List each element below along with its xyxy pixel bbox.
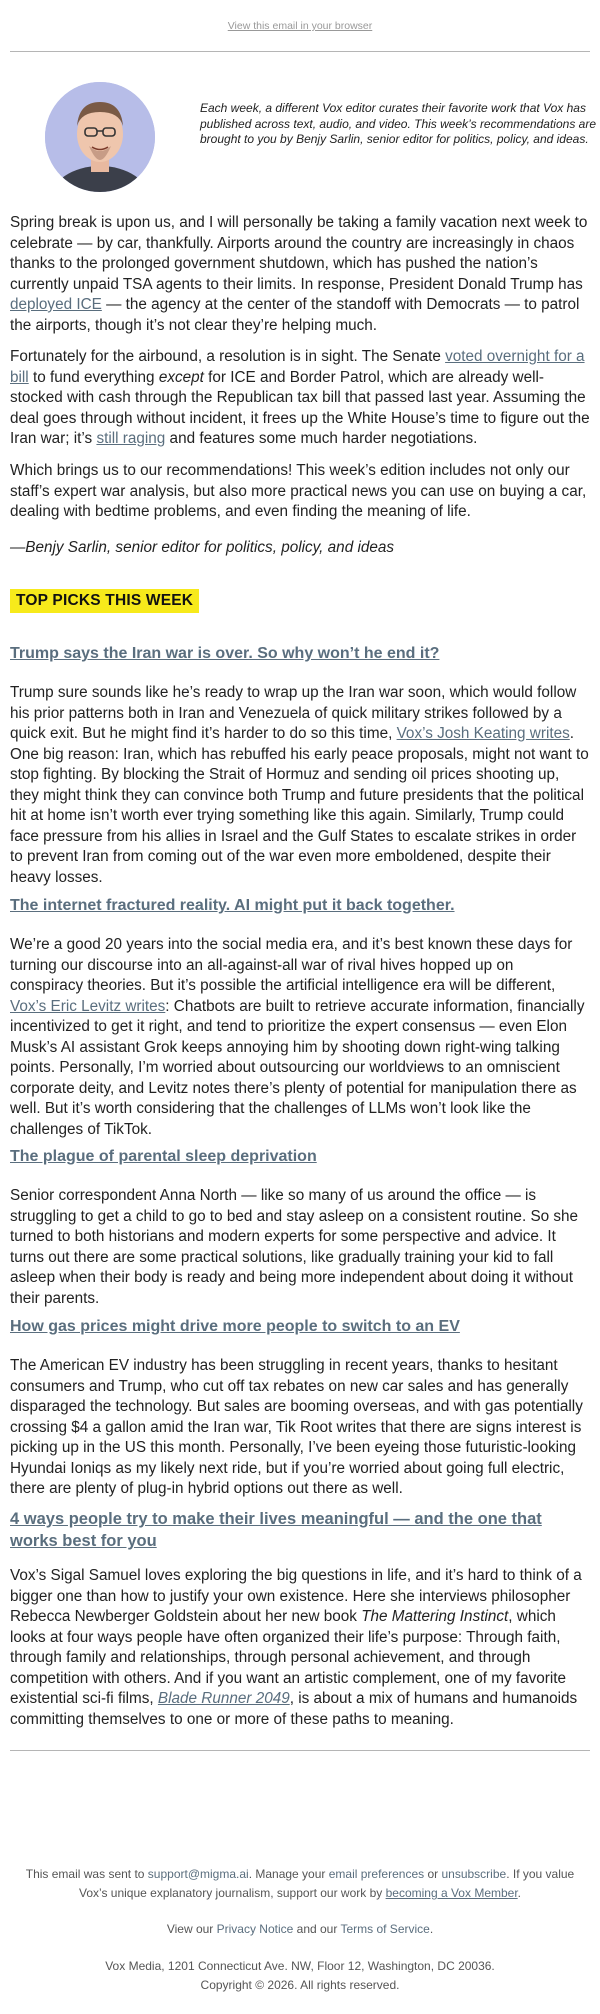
story-1-body: Trump sure sounds like he’s ready to wrap up the Iran war soon, which would follow his prior patterns both in Iran and Venezuela of quick military strikes followed by a quick exit. But he might find it’s harder to do so this time, Vox’s Josh Keating writes. One big reason: Iran, which has rebuffed his early peace proposals, might not want to stop fighting. By blocking the Strait of Hormuz and sending oil prices shooting up, they might think they can convince both Trump and future presidents that the political hit at home isn’t worth ever trying something like this again. Similarly, Trump could face pressure from his allies in Israel and the Gulf States to escalate strikes in order to prevent Iran from coming out of the war even more emboldened, despite their heavy losses. [10, 684, 589, 886]
story-4-headline[interactable]: How gas prices might drive more people to switch to an EV [10, 1318, 460, 1335]
footer-divider [10, 1750, 590, 1751]
still-raging-link[interactable]: still raging [96, 430, 166, 447]
email-preferences-link[interactable]: email preferences [328, 1867, 425, 1881]
story-2-body: We’re a good 20 years into the social media era, and it’s best known these days for turning our discourse into an all-against-all war of rival hives hopped up on conspiracy theories. But it’s possible the artificial intelligence era will be different, Vox’s Eric Levitz writes: Chatbots are built to retrieve accurate information, financially incentivized to get it right, and tend to prioritize the expert consensus — even Elon Musk’s AI assistant Grok keeps annoying him by shooting down right-wing talking points. Personally, I’m worried about outsourcing our worldviews to an omniscient corporate deity, and Levitz notes there’s plenty of potential for manipulation there as well. But it’s worth considering that the challenges of LLMs won’t look like the challenges of TikTok. [10, 936, 585, 1138]
deployed-ice-link[interactable]: deployed ICE [10, 296, 102, 313]
story-4-body: The American EV industry has been struggling in recent years, thanks to hesitant consumers and Trump, who cut off tax rebates on new car sales and has generally disparaged the technology. But sales are booming overseas, and with gas potentially crossing $4 a gallon amid the Iran war, Tik Root writes that there are signs interest is picking up in the US this month. Personally, I’ve been eyeing those futuristic-looking Hyundai Ioniqs as my likely next ride, but if you’re worried about going full electric, there are plenty of plug-in hybrid options out there as well. [10, 1357, 583, 1497]
footer-copyright: Copyright © 2026. All rights reserved. [200, 1978, 400, 1992]
story-5-body: Vox’s Sigal Samuel loves exploring the big questions in life, and it’s hard to think of a bigger one than how to justify your own existence. Here she interviews philosopher Rebecca Newberger Goldstein about her new book The Mattering Instinct, which looks at four ways people have often organized their life’s purpose: Through faith, through family and relationships, through personal achievement, and through competition with others. And if you want an artistic complement, one of my favorite existential sci-fi films, Blade Runner 2049, is about a mix of humans and humanoids committing themselves to one or more of these paths to meaning. [10, 1567, 582, 1728]
letter-paragraph-1: Spring break is upon us, and I will personally be taking a family vacation next week to celebrate — by car, thankfully. Airports around the country are increasingly in chaos thanks to the prolonged government shutdown, which has pushed the nation’s currently unpaid TSA agents to their limits. In response, President Donald Trump has deployed ICE — the agency at the center of the standoff with Democrats — to patrol the airports, though it’s not clear they’re helping much. [10, 214, 588, 334]
header-divider [10, 51, 590, 52]
privacy-notice-link[interactable]: Privacy Notice [216, 1922, 294, 1936]
story-3-headline[interactable]: The plague of parental sleep deprivation [10, 1148, 317, 1165]
footer-address: Vox Media, 1201 Connecticut Ave. NW, Floor 12, Washington, DC 20036. [105, 1959, 495, 1973]
footer-sent-to: This email was sent to support@migma.ai. Manage your email preferences or unsubscribe. If you value Vox’s unique explanatory journalism, support our work by becoming a Vox Member. [25, 1867, 575, 1900]
josh-keating-link[interactable]: Vox’s Josh Keating writes [396, 725, 570, 742]
terms-of-service-link[interactable]: Terms of Service [340, 1922, 430, 1936]
unsubscribe-link[interactable]: unsubscribe [441, 1867, 507, 1881]
top-picks-badge: TOP PICKS THIS WEEK [10, 589, 199, 613]
story-2-headline[interactable]: The internet fractured reality. AI might put it back together. [10, 897, 455, 914]
footer-legal: View our Privacy Notice and our Terms of Service. [166, 1922, 434, 1936]
view-in-browser-link[interactable]: View this email in your browser [227, 20, 373, 32]
letter-paragraph-3: Which brings us to our recommendations! This week’s edition includes not only our staff’s expert war analysis, but also more practical news you can use on buying a car, dealing with bedtime problems, and even finding the meaning of life. [10, 462, 587, 520]
letter-signature: —Benjy Sarlin, senior editor for politics, policy, and ideas [10, 539, 395, 556]
story-1-headline[interactable]: Trump says the Iran war is over. So why won’t he end it? [10, 645, 440, 662]
story-5-headline[interactable]: 4 ways people try to make their lives meaningful — and the one that works best for you [10, 1510, 542, 1550]
letter-paragraph-2: Fortunately for the airbound, a resolution is in sight. The Senate voted overnight for a bill to fund everything except for ICE and Border Patrol, which are already well-stocked with cash through the Republican tax bill that passed last year. Assuming the deal goes through without incident, it frees up the White House’s time to figure out the Iran war; it’s still raging and features some much harder negotiations. [10, 348, 590, 447]
story-3-body: Senior correspondent Anna North — like so many of us around the office — is struggling to get a child to go to bed and stay asleep on a consistent routine. So she turned to both historians and modern experts for some perspective and advice. It turns out there are some practical solutions, like gradually training your kid to fall asleep when their body is ready and being more independent about doing it without their parents. [10, 1187, 579, 1307]
eric-levitz-link[interactable]: Vox’s Eric Levitz writes [10, 997, 166, 1015]
curator-avatar [45, 82, 155, 192]
blade-runner-link[interactable]: Blade Runner 2049 [157, 1690, 290, 1707]
recipient-email-link[interactable]: support@migma.ai [147, 1867, 249, 1881]
curator-note: Each week, a different Vox editor curates their favorite work that Vox has published across text, audio, and video. This week’s recommendations are brought to you by Benjy Sarlin, senior editor for politics, policy, and ideas. [200, 101, 596, 147]
voted-overnight-link[interactable]: voted overnight for a bill [10, 348, 585, 386]
vox-member-link[interactable]: becoming a Vox Member [385, 1886, 518, 1900]
